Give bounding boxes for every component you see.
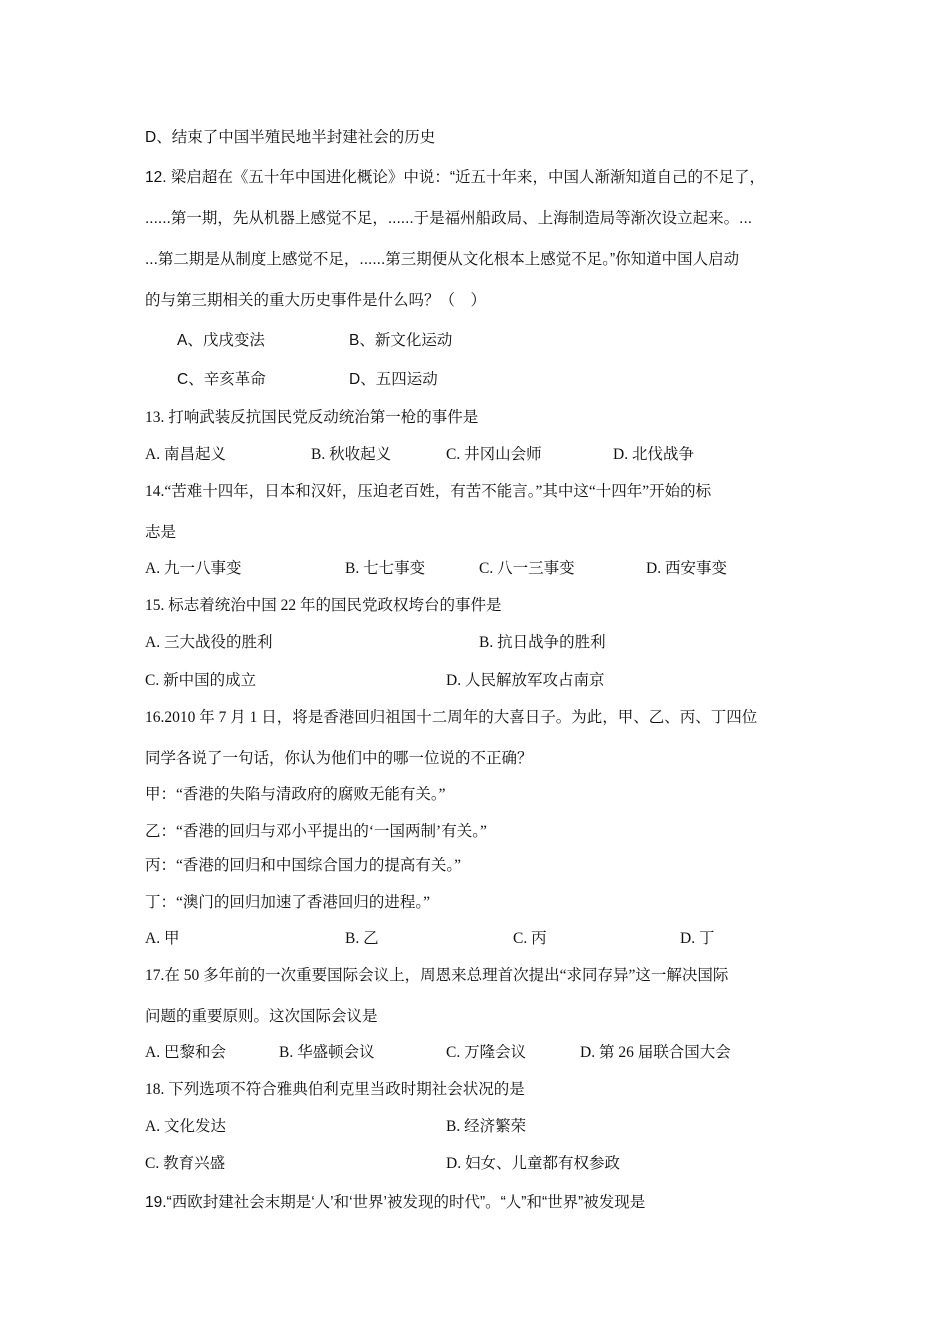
q12-option-b: B、新文化运动 (349, 332, 453, 349)
q13-option-b: B. 秋收起义 (311, 446, 392, 463)
q12-option-a: A、戊戌变法 (177, 332, 265, 349)
q12-stem-line-3: ...第二期是从制度上感觉不足，......第三期便从文化根本上感觉不足。”你知道中国人启动 (145, 251, 740, 268)
q16-option-d: D. 丁 (680, 930, 715, 947)
q14-option-b: B. 七七事变 (345, 560, 426, 577)
q15-option-d: D. 人民解放军攻占南京 (446, 672, 605, 689)
q13-stem: 13. 打响武装反抗国民党反动统治第一枪的事件是 (145, 409, 479, 426)
q19-stem-line-1: 19.“西欧封建社会末期是‘人’和‘世界’被发现的时代”。“人”和“世界”被发现是 (145, 1194, 646, 1211)
q18-option-a: A. 文化发达 (145, 1118, 226, 1135)
q16-statement-yi: 乙：“香港的回归与邓小平提出的‘一国两制’有关。” (145, 823, 487, 840)
q16-stem-line-2: 同学各说了一句话，你认为他们中的哪一位说的不正确？ (145, 750, 533, 767)
q13-option-c: C. 井冈山会师 (446, 446, 542, 463)
q17-stem-line-2: 问题的重要原则。这次国际会议是 (145, 1008, 378, 1025)
q16-option-a: A. 甲 (145, 930, 180, 947)
q17-option-a: A. 巴黎和会 (145, 1044, 226, 1061)
q11-option-d: D、结束了中国半殖民地半封建社会的历史 (145, 129, 436, 146)
q16-statement-bing: 丙：“香港的回归和中国综合国力的提高有关。” (145, 857, 462, 874)
q18-option-c: C. 教育兴盛 (145, 1155, 226, 1172)
q15-option-b: B. 抗日战争的胜利 (479, 634, 606, 651)
q16-option-c: C. 丙 (513, 930, 547, 947)
q15-option-a: A. 三大战役的胜利 (145, 634, 273, 651)
q18-option-b: B. 经济繁荣 (446, 1118, 527, 1135)
q14-stem-line-2: 志是 (145, 524, 177, 541)
q12-stem-line-4: 的与第三期相关的重大历史事件是什么吗？（ ） (145, 292, 487, 309)
q14-stem-line-1: 14.“苦难十四年，日本和汉奸，压迫老百姓，有苦不能言。”其中这“十四年”开始的标 (145, 483, 712, 500)
q13-option-a: A. 南昌起义 (145, 446, 226, 463)
q12-option-c: C、辛亥革命 (177, 371, 266, 388)
q17-option-d: D. 第 26 届联合国大会 (580, 1044, 731, 1061)
q14-option-c: C. 八一三事变 (479, 560, 575, 577)
q17-stem-line-1: 17.在 50 多年前的一次重要国际会议上，周恩来总理首次提出“求同存异”这一解决国际 (145, 967, 729, 984)
q14-option-a: A. 九一八事变 (145, 560, 242, 577)
q14-option-d: D. 西安事变 (646, 560, 727, 577)
q15-option-c: C. 新中国的成立 (145, 672, 257, 689)
q16-stem-line-1: 16.2010 年 7 月 1 日，将是香港回归祖国十二周年的大喜日子。为此，甲、乙、丙、丁四位 (145, 709, 758, 726)
q16-option-b: B. 乙 (345, 930, 379, 947)
q15-stem: 15. 标志着统治中国 22 年的国民党政权垮台的事件是 (145, 597, 502, 614)
q12-stem-line-1: 12. 梁启超在《五十年中国进化概论》中说：“近五十年来，中国人渐渐知道自己的不足了， (145, 169, 766, 186)
q18-option-d: D. 妇女、儿童都有权参政 (446, 1155, 620, 1172)
q16-statement-ding: 丁：“澳门的回归加速了香港回归的进程。” (145, 894, 431, 911)
q18-stem: 18. 下列选项不符合雅典伯利克里当政时期社会状况的是 (145, 1081, 525, 1098)
q13-option-d: D. 北伐战争 (613, 446, 694, 463)
q16-statement-jia: 甲：“香港的失陷与清政府的腐败无能有关。” (145, 786, 446, 803)
q12-option-d: D、五四运动 (349, 371, 438, 388)
q12-stem-line-2: ......第一期，先从机器上感觉不足，......于是福州船政局、上海制造局等渐次设立起来。... (145, 210, 753, 227)
q17-option-c: C. 万隆会议 (446, 1044, 527, 1061)
q17-option-b: B. 华盛顿会议 (279, 1044, 375, 1061)
